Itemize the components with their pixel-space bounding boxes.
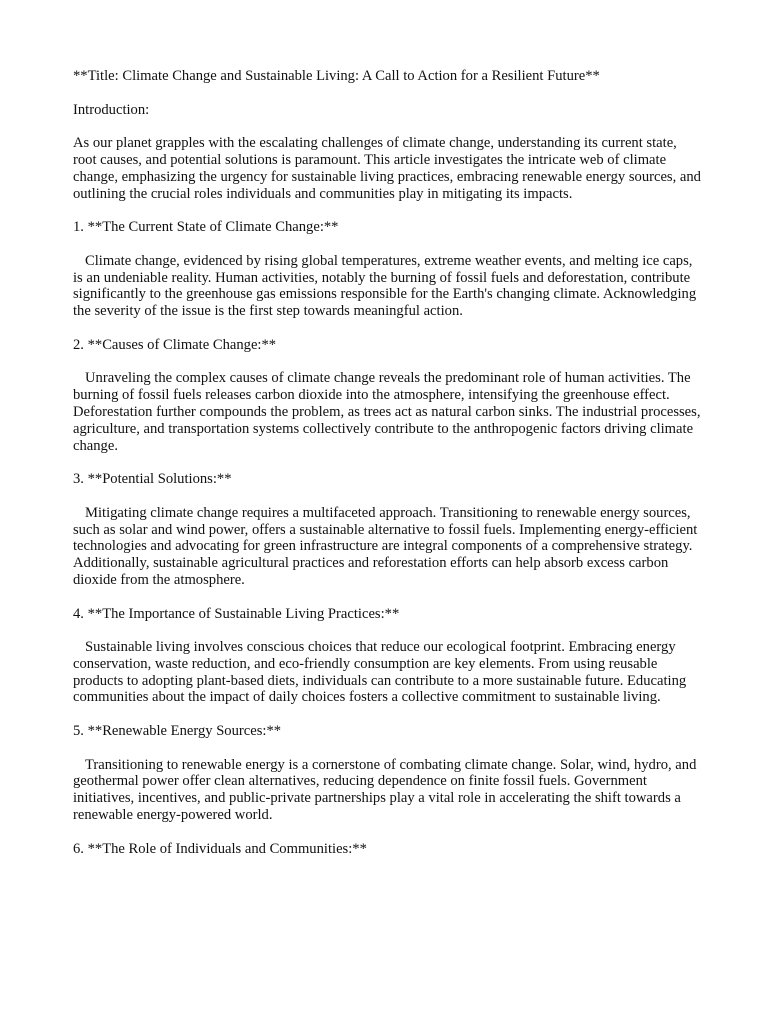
- section-heading-current-state: 1. **The Current State of Climate Change:**: [73, 219, 339, 236]
- intro-paragraph: As our planet grapples with the escalating challenges of climate change, understanding its current state, root causes, and potential solutions is paramount. This article investigates the intricate web of climate change, emphasizing the urgency for sustainable living practices, embracing renewable energy sources, and outlining the crucial roles individuals and communities play in mitigating its impacts.: [73, 135, 701, 202]
- section-heading-individuals-communities: 6. **The Role of Individuals and Communities:**: [73, 840, 367, 857]
- document-page: [73, 68, 703, 874]
- section-heading-causes: 2. **Causes of Climate Change:**: [73, 336, 277, 353]
- section-heading-solutions: 3. **Potential Solutions:**: [73, 471, 232, 488]
- section-heading-renewable-energy: 5. **Renewable Energy Sources:**: [73, 723, 282, 740]
- section-body-causes: Unraveling the complex causes of climate change reveals the predominant role of human activities. The burning of fossil fuels releases carbon dioxide into the atmosphere, intensifying the greenhouse effect. Deforestation further compounds the problem, as trees act as natural carbon sinks. The industrial processes, agriculture, and transportation systems collectively contribute to the anthropogenic factors driving climate change.: [73, 370, 701, 454]
- document-title: **Title: Climate Change and Sustainable Living: A Call to Action for a Resilient Future**: [73, 68, 600, 84]
- section-body-solutions: Mitigating climate change requires a multifaceted approach. Transitioning to renewable energy sources, such as solar and wind power, offers a sustainable alternative to fossil fuels. Implementing energy-efficient technologies and advocating for green infrastructure are integral components of a comprehensive strategy. Additionally, sustainable agricultural practices and reforestation efforts can help absorb excess carbon dioxide from the atmosphere.: [73, 504, 698, 588]
- section-heading-sustainable-living: 4. **The Importance of Sustainable Living Practices:**: [73, 605, 400, 622]
- section-body-renewable-energy: Transitioning to renewable energy is a cornerstone of combating climate change. Solar, wind, hydro, and geothermal power offer clean alternatives, reducing dependence on finite fossil fuels. Government initiatives, incentives, and public-private partnerships play a vital role in accelerating the shift towards a renewable energy-powered world.: [73, 756, 697, 824]
- intro-heading: Introduction:: [73, 101, 150, 118]
- section-body-current-state: Climate change, evidenced by rising global temperatures, extreme weather events, and melting ice caps, is an undeniable reality. Human activities, notably the burning of fossil fuels and deforestation, contribute significantly to the greenhouse gas emissions responsible for the Earth's changing climate. Acknowledging the severity of the issue is the first step towards meaningful action.: [73, 252, 697, 320]
- section-body-sustainable-living: Sustainable living involves conscious choices that reduce our ecological footprint. Embracing energy conservation, waste reduction, and eco-friendly consumption are key elements. From using reusable products to adopting plant-based diets, individuals can contribute to a more sustainable future. Educating communities about the impact of daily choices fosters a collective commitment to sustainable living.: [73, 639, 687, 706]
